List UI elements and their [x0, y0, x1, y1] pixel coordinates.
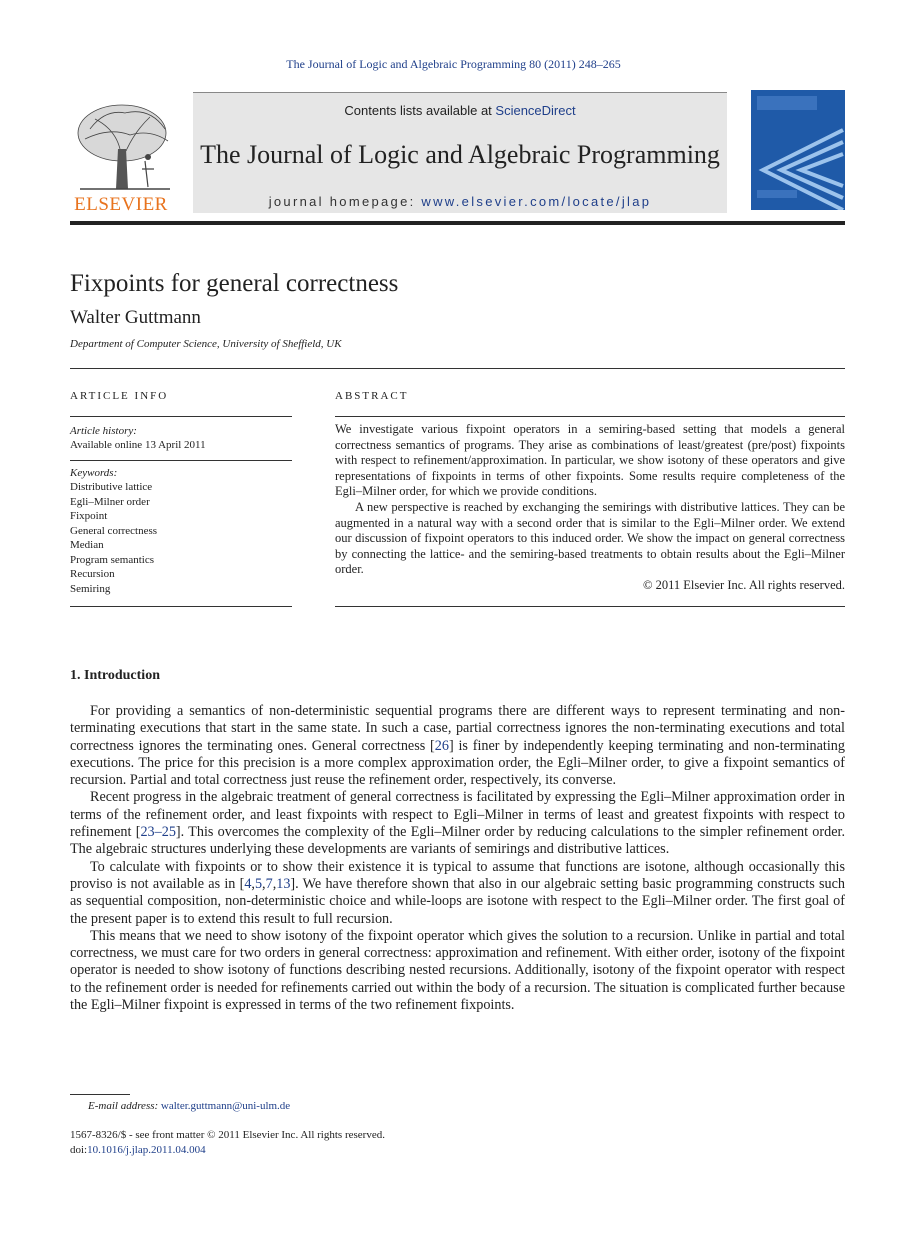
- author-email-link[interactable]: walter.guttmann@uni-ulm.de: [160, 1100, 291, 1112]
- keywords-list: [70, 480, 157, 596]
- author-affiliation: Department of Computer Science, University of Sheffield, UK: [70, 338, 342, 350]
- text-run: For providing a semantics of non-deterministic sequential programs there are different ways to represent terminating and non-terminating executions that start in the same state. In such a case, partial correctness ignores the non-terminating executions and total correctness ignores the terminating ones. General correctness [: [70, 703, 845, 754]
- header-divider: [70, 221, 845, 225]
- abstract-paragraph: We investigate various fixpoint operators in a semiring-based setting that models a general correctness semantics of programs. They arise as combinations of least/greatest (pre/post) fixpoints with respect to refinement/approximation. In particular, we show isotony of these operators and give representations of fixpoints in terms of other fixpoints. Some results require completeness of the Egli–Milner order, for which we provide conditions.: [335, 422, 845, 499]
- paper-title: Fixpoints for general correctness: [70, 270, 399, 297]
- introduction-body: [70, 703, 845, 1014]
- contents-prefix: Contents lists available at: [344, 103, 496, 118]
- keyword: Semiring: [70, 582, 111, 595]
- publisher-logo-text: ELSEVIER: [74, 194, 168, 215]
- article-history-label: Article history:: [70, 425, 137, 437]
- keywords-divider: [70, 460, 292, 461]
- front-matter-note: [70, 1128, 385, 1158]
- reference-link[interactable]: 13: [276, 875, 291, 892]
- sciencedirect-link[interactable]: ScienceDirect: [495, 103, 576, 118]
- journal-title: The Journal of Logic and Algebraic Programming: [200, 140, 720, 169]
- abstract-divider: [335, 416, 845, 417]
- keyword: Fixpoint: [70, 510, 108, 522]
- keyword: Recursion: [70, 568, 115, 580]
- article-info-heading: ARTICLE INFO: [70, 390, 169, 402]
- doi-line: [70, 1143, 385, 1158]
- reference-link[interactable]: 26: [434, 737, 449, 754]
- journal-citation[interactable]: The Journal of Logic and Algebraic Programming 80 (2011) 248–265: [286, 57, 621, 71]
- abstract-body: [335, 422, 845, 594]
- text-run: ] is finer by independently keeping terminating and non-terminating executions. The price for this precision is a more complex approximation order, the Egli–Milner order, to give a fixpoint semantics of recursion. Partial and total correctness just reuse the refinement order, respectively, its converse.: [70, 737, 845, 789]
- text-run: To calculate with fixpoints or to show their existence it is typical to assume that functions are isotone, although occasionally this proviso is not available as in [: [70, 858, 845, 892]
- keyword: General correctness: [70, 524, 158, 537]
- reference-link[interactable]: 5: [254, 875, 263, 892]
- keyword: Distributive lattice: [70, 481, 153, 493]
- title-divider: [70, 368, 845, 369]
- reference-link[interactable]: 7: [265, 875, 273, 892]
- contents-line: [193, 103, 727, 118]
- text-run: ]. This overcomes the complexity of the Egli–Milner order by reducing calculations to the simpler refinement order. The algebraic structures underlying these developments are variants of semirings and distributive lattices.: [70, 824, 845, 858]
- article-info-divider: [70, 416, 292, 417]
- keywords-label: Keywords:: [70, 467, 118, 479]
- body-paragraph: To calculate with fixpoints or to show their existence it is typical to assume that functions are isotone, although occasionally this proviso is not available as in [4,5,7,13]. We have therefore shown that also in our algebraic setting basic programming constructs such as sequential composition, non-deterministic choice and while-loops are isotone with respect to the Egli–Milner order. The first goal of the present paper is to extend this result to full recursion.: [70, 858, 846, 927]
- text-run: Recent progress in the algebraic treatment of general correctness is facilitated by expressing the Egli–Milner approximation order in terms of the refinement order, and least fixpoints with respect to Egli–Milner in terms of least and greatest fixpoints with respect to refinement [: [70, 789, 845, 841]
- author-name: Walter Guttmann: [70, 307, 201, 328]
- reference-link[interactable]: 23–25: [140, 824, 176, 841]
- homepage-prefix: journal homepage:: [268, 194, 422, 209]
- keyword: Median: [70, 539, 104, 551]
- body-paragraph: This means that we need to show isotony of the fixpoint operator which gives the solution to a recursion. Unlike in partial and total correctness, we must care for two orders in general correctness: approximation and refinement. With either order, isotony of the fixpoint operator is needed to show isotony of functions describing nested recursions. Additionally, isotony of the fixpoint operator with respect to the refinement order is needed for refinements carried out within the body of a recursion. The situation is complicated further because the Egli–Milner fixpoint is expressed in terms of the two refinement fixpoints.: [70, 927, 845, 1014]
- article-history-value: Available online 13 April 2011: [70, 439, 206, 451]
- body-paragraph: [70, 703, 845, 789]
- doi-label: doi:: [70, 1144, 88, 1156]
- email-footnote: [88, 1100, 290, 1112]
- reference-link[interactable]: 4: [244, 875, 252, 892]
- copyright-notice: © 2011 Elsevier Inc. All rights reserved.: [642, 577, 845, 592]
- journal-cover-image: [751, 90, 845, 210]
- abstract-bottom-divider: [335, 606, 845, 607]
- email-label: E-mail address:: [88, 1100, 159, 1112]
- section-heading: 1. Introduction: [70, 668, 160, 683]
- issn-line: 1567-8326/$ - see front matter © 2011 Elsevier Inc. All rights reserved.: [70, 1129, 385, 1141]
- journal-homepage: [193, 194, 727, 209]
- text-run: ]. We have therefore shown that also in our algebraic setting basic programming constructs such as sequential composition, non-deterministic choice and while-loops are isotone with respect to the Egli–Milner order. The first goal of the present paper is to extend this result to full recursion.: [70, 875, 846, 927]
- homepage-link[interactable]: www.elsevier.com/locate/jlap: [421, 194, 652, 209]
- abstract-heading: ABSTRACT: [335, 390, 409, 402]
- keyword: Program semantics: [70, 553, 155, 566]
- body-paragraph: [70, 789, 845, 858]
- doi-link[interactable]: 10.1016/j.jlap.2011.04.004: [87, 1144, 206, 1156]
- abstract-paragraph: A new perspective is reached by exchanging the semirings with distributive lattices. They can be augmented in a natural way with a second order that is similar to the Egli–Milner order. We extend our discussion of fixpoint operators to this induced order. We show the impact on general correctness by connecting the lattice- and the semiring-based treatments to obtain results about the Egli–Milner order.: [335, 499, 845, 577]
- keyword: Egli–Milner order: [70, 495, 150, 508]
- article-info-bottom-divider: [70, 606, 292, 607]
- footnote-divider: [70, 1094, 130, 1095]
